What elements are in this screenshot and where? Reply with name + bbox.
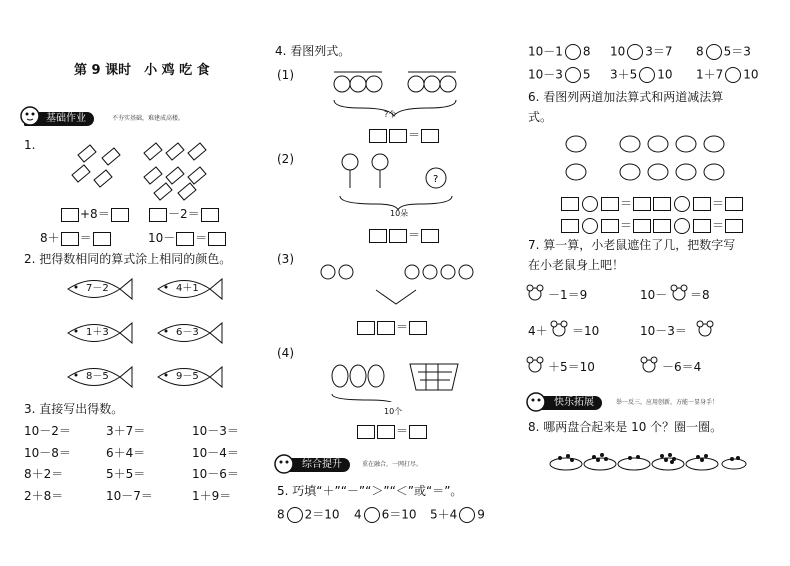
q4-eq-2: ＝ bbox=[368, 228, 440, 243]
fish-label: 8－5 bbox=[86, 371, 109, 382]
fish-1[interactable] bbox=[64, 276, 134, 302]
q3-item: 10－2＝ bbox=[24, 424, 71, 438]
frogs-picture bbox=[560, 128, 740, 190]
q7-item: ＋5＝10 bbox=[548, 360, 595, 374]
q4-label-2: (2) bbox=[277, 152, 294, 166]
pic2-question: ? bbox=[433, 174, 439, 185]
fish-3[interactable] bbox=[64, 320, 134, 346]
q5-item: 4 6＝10 bbox=[354, 507, 417, 522]
page-title: 第 9 课时 小 鸡 吃 食 bbox=[74, 63, 210, 78]
q4-label-3: (3) bbox=[277, 252, 294, 266]
q1-eq-1: +8＝ bbox=[60, 207, 130, 222]
q4-eq-4: ＝ bbox=[356, 424, 428, 439]
q4-eq-3: ＝ bbox=[356, 320, 428, 335]
fish-2[interactable] bbox=[154, 276, 224, 302]
fish-label: 7－2 bbox=[86, 283, 109, 294]
q5-item: 1＋7 10 bbox=[696, 67, 759, 82]
q7-item: 4＋ bbox=[528, 324, 548, 338]
section-note-basic: 不夯实基础，难建成高楼。 bbox=[112, 115, 185, 122]
section-note-advanced: 重在融合，一网打尽。 bbox=[362, 461, 423, 468]
q1-eq-2: －2＝ bbox=[148, 207, 220, 222]
q6-eq-3: ＝ bbox=[560, 218, 652, 234]
q4-label-1: (1) bbox=[277, 68, 294, 82]
q5-item: 8 5＝3 bbox=[696, 44, 751, 59]
q4-prompt: 4. 看图列式。 bbox=[275, 44, 351, 58]
q7-item: 10－3＝ bbox=[640, 324, 687, 338]
q3-item: 6＋4＝ bbox=[106, 446, 146, 460]
q3-item: 10－7＝ bbox=[106, 489, 153, 503]
q5-item: 10－3 5 bbox=[528, 67, 591, 82]
q4-total-2: 10朵 bbox=[390, 209, 409, 218]
mouse-icon[interactable] bbox=[550, 320, 568, 338]
fish-4[interactable] bbox=[154, 320, 224, 346]
q6-eq-2: ＝ bbox=[652, 196, 744, 212]
q3-item: 8＋2＝ bbox=[24, 467, 64, 481]
mouse-icon[interactable] bbox=[670, 284, 688, 302]
q5-item: 8 2＝10 bbox=[277, 507, 340, 522]
mouse-icon[interactable] bbox=[640, 356, 658, 374]
q4-total-4: 10个 bbox=[384, 407, 403, 416]
q3-item: 2＋8＝ bbox=[24, 489, 64, 503]
q7-item: －6＝4 bbox=[662, 360, 702, 374]
q6-eq-1: ＝ bbox=[560, 196, 652, 212]
q5-item: 3＋5 10 bbox=[610, 67, 673, 82]
section-banner-advanced: 综合提升 bbox=[280, 458, 350, 472]
section-note-extension: 举一反三，应用创新，方能一显身手！ bbox=[616, 399, 719, 406]
mascot-icon bbox=[272, 452, 296, 476]
q6-eq-4: ＝ bbox=[652, 218, 744, 234]
apples-picture bbox=[330, 64, 470, 120]
q7-prompt-line1: 7. 算一算，小老鼠遮住了几，把数字写 bbox=[528, 238, 736, 252]
q6-prompt-line2: 式。 bbox=[528, 110, 553, 124]
q5-prompt: 5. 巧填“＋”“－”“＞”“＜”或“＝”。 bbox=[277, 484, 463, 498]
q3-item: 1＋9＝ bbox=[192, 489, 232, 503]
q4-eq-1: ＝ bbox=[368, 128, 440, 143]
q1-eq-4: 10－ ＝ bbox=[148, 231, 227, 246]
fish-5[interactable] bbox=[64, 364, 134, 390]
q7-prompt-line2: 在小老鼠身上吧！ bbox=[528, 258, 625, 272]
q5-item: 10 3＝7 bbox=[610, 44, 673, 59]
section-banner-basic: 基础作业 bbox=[24, 112, 94, 126]
q8-prompt: 8. 哪两盘合起来是 10 个？圈一圈。 bbox=[528, 420, 723, 434]
q7-item: －1＝9 bbox=[548, 288, 588, 302]
q6-prompt-line1: 6. 看图列两道加法算式和两道减法算 bbox=[528, 90, 724, 104]
q5-item: 10－1 8 bbox=[528, 44, 591, 59]
q5-item: 5＋4 9 bbox=[430, 507, 485, 522]
peaches-picture bbox=[316, 250, 476, 306]
fish-label: 1＋3 bbox=[86, 327, 109, 338]
fish-6[interactable] bbox=[154, 364, 224, 390]
q3-item: 10－8＝ bbox=[24, 446, 71, 460]
q3-item: 5＋5＝ bbox=[106, 467, 146, 481]
bird-mascot-icon bbox=[18, 104, 42, 128]
q4-label-4: (4) bbox=[277, 346, 294, 360]
feathers-small-group-icon bbox=[68, 140, 128, 200]
q2-prompt: 2. 把得数相同的算式涂上相同的颜色。 bbox=[24, 252, 232, 266]
q7-item: ＝10 bbox=[572, 324, 600, 338]
fish-label: 6－3 bbox=[176, 327, 199, 338]
q7-item: 10－ bbox=[640, 288, 668, 302]
q4-total-1: ?个 bbox=[384, 110, 397, 119]
fish-label: 9－5 bbox=[176, 371, 199, 382]
q3-item: 3＋7＝ bbox=[106, 424, 146, 438]
mouse-icon[interactable] bbox=[526, 284, 544, 302]
feathers-large-group-icon bbox=[138, 135, 218, 201]
q1-number: 1. bbox=[24, 138, 36, 152]
fish-label: 4＋1 bbox=[176, 283, 199, 294]
q1-eq-3: 8＋ ＝ bbox=[40, 231, 112, 246]
q3-item: 10－4＝ bbox=[192, 446, 239, 460]
q3-item: 10－3＝ bbox=[192, 424, 239, 438]
flowers-picture bbox=[336, 148, 456, 210]
pineapples-basket-picture bbox=[328, 346, 468, 402]
mascot-icon bbox=[524, 390, 548, 414]
section-banner-extension: 快乐拓展 bbox=[532, 396, 602, 410]
q7-item: ＝8 bbox=[690, 288, 710, 302]
q3-prompt: 3. 直接写出得数。 bbox=[24, 402, 124, 416]
mouse-icon[interactable] bbox=[526, 356, 544, 374]
plates-picture[interactable] bbox=[548, 442, 748, 476]
mouse-icon[interactable] bbox=[696, 320, 714, 338]
q3-item: 10－6＝ bbox=[192, 467, 239, 481]
